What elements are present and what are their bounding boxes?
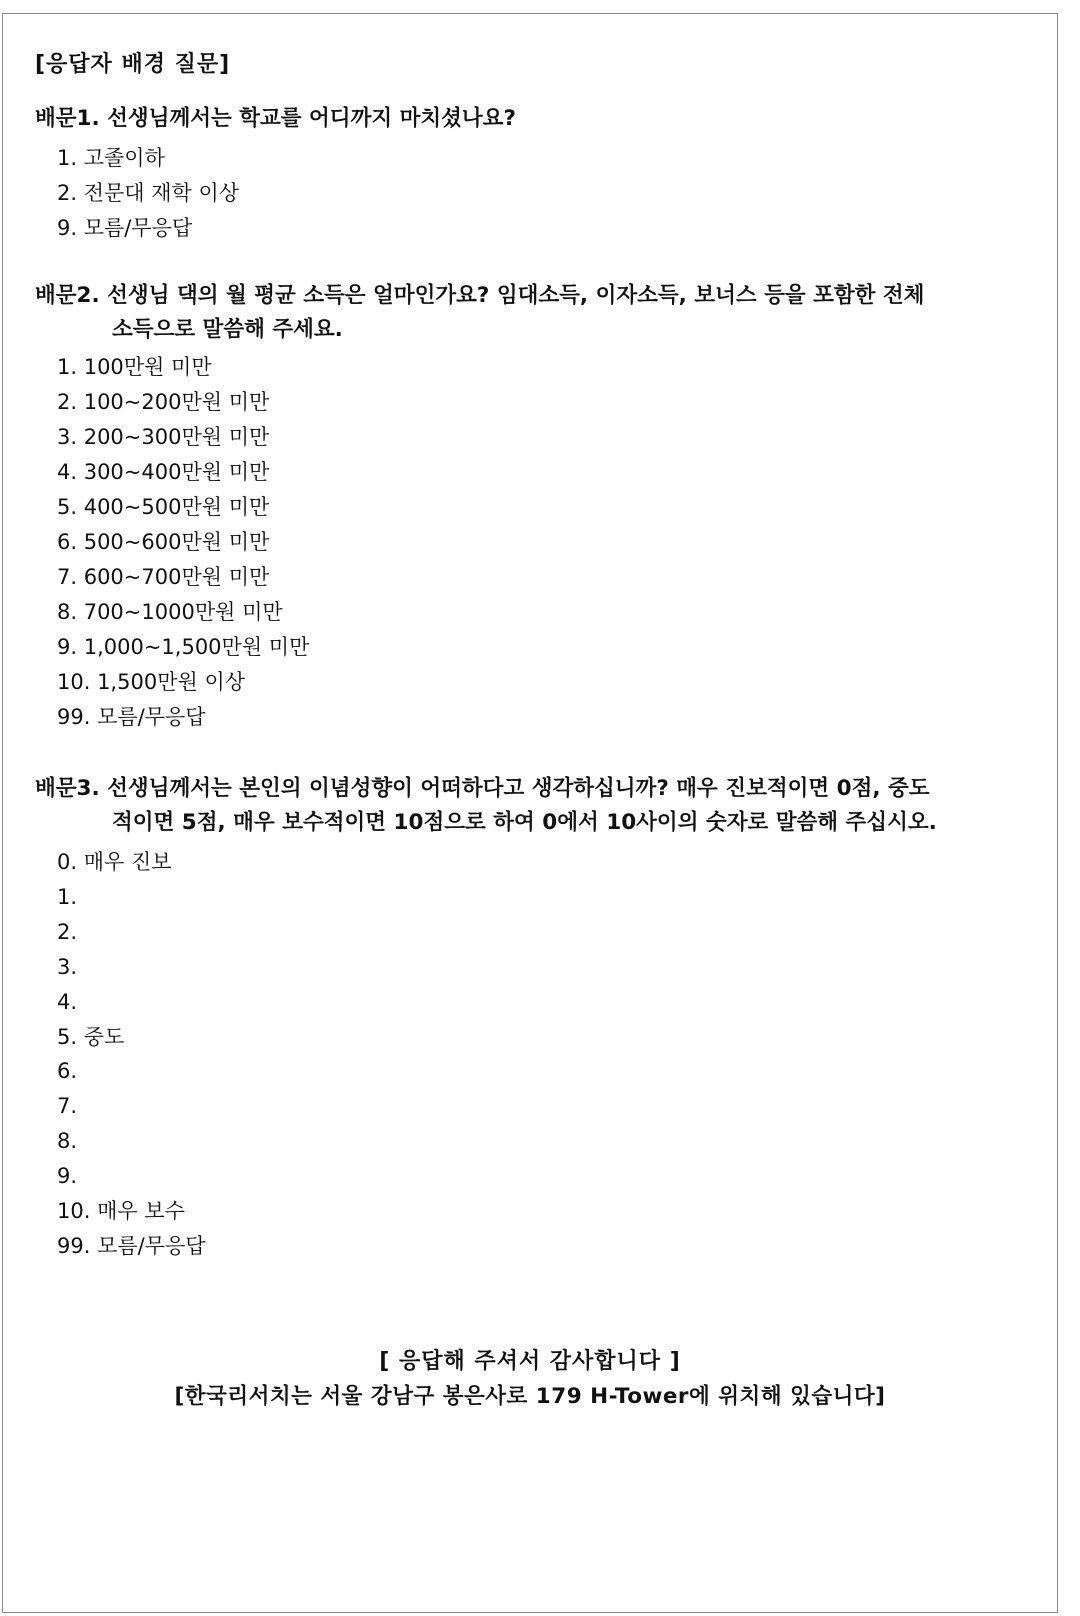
option-item: 99. 모름/무응답 <box>57 705 206 729</box>
option-item: 9. 모름/무응답 <box>57 216 193 240</box>
option-item: 8. 700~1000만원 미만 <box>57 600 283 624</box>
question-2-text-continued: 소득으로 말씀해 주세요. <box>112 317 343 342</box>
question-2-options <box>57 350 309 735</box>
option-item: 2. 100~200만원 미만 <box>57 390 270 414</box>
option-item: 7. <box>57 1094 78 1119</box>
question-2-text: 배문2. 선생님 댁의 월 평균 소득은 얼마인가요? 임대소득, 이자소득, 보너스 등을 포함한 전체 <box>35 283 925 308</box>
question-2 <box>35 279 924 347</box>
option-item: 1. <box>57 884 78 909</box>
option-item: 5. 400~500만원 미만 <box>57 495 270 519</box>
option-item: 2. 전문대 재학 이상 <box>57 181 240 205</box>
option-item: 9. <box>57 1164 78 1189</box>
option-item: 9. 1,000~1,500만원 미만 <box>57 635 310 659</box>
option-item: 3. 200~300만원 미만 <box>57 425 270 449</box>
option-item: 3. <box>57 954 78 979</box>
company-location-note: [한국리서치는 서울 강남구 봉은사로 179 H-Tower에 위치해 있습니다] <box>174 1384 886 1409</box>
option-item: 1. 고졸이하 <box>57 146 165 170</box>
question-3-options <box>57 845 206 1264</box>
option-item: 2. <box>57 919 78 944</box>
option-item: 6. <box>57 1059 78 1084</box>
option-item: 8. <box>57 1129 78 1154</box>
question-1 <box>35 102 516 136</box>
thank-you-note: [ 응답해 주셔서 감사합니다 ] <box>379 1349 681 1374</box>
option-item: 99. 모름/무응답 <box>57 1233 206 1258</box>
option-item: 4. 300~400만원 미만 <box>57 460 270 484</box>
option-item: 10. 매우 보수 <box>57 1199 185 1224</box>
option-item: 1. 100만원 미만 <box>57 355 212 379</box>
option-item: 7. 600~700만원 미만 <box>57 565 270 589</box>
section-heading: [응답자 배경 질문] <box>35 52 231 77</box>
option-item: 10. 1,500만원 이상 <box>57 670 246 694</box>
question-1-text: 배문1. 선생님께서는 학교를 어디까지 마치셨나요? <box>35 106 516 131</box>
question-1-options <box>57 141 239 246</box>
option-item: 0. 매우 진보 <box>57 850 172 874</box>
option-item: 5. 중도 <box>57 1024 125 1049</box>
option-item: 6. 500~600만원 미만 <box>57 530 270 554</box>
question-3-text: 배문3. 선생님께서는 본인의 이념성향이 어떠하다고 생각하십니까? 매우 진보적이면 0점, 중도 <box>35 776 930 801</box>
option-item: 4. <box>57 989 78 1014</box>
question-3 <box>35 772 937 840</box>
question-3-text-continued: 적이면 5점, 매우 보수적이면 10점으로 하여 0에서 10사이의 숫자로 말씀해 주십시오. <box>112 810 937 835</box>
